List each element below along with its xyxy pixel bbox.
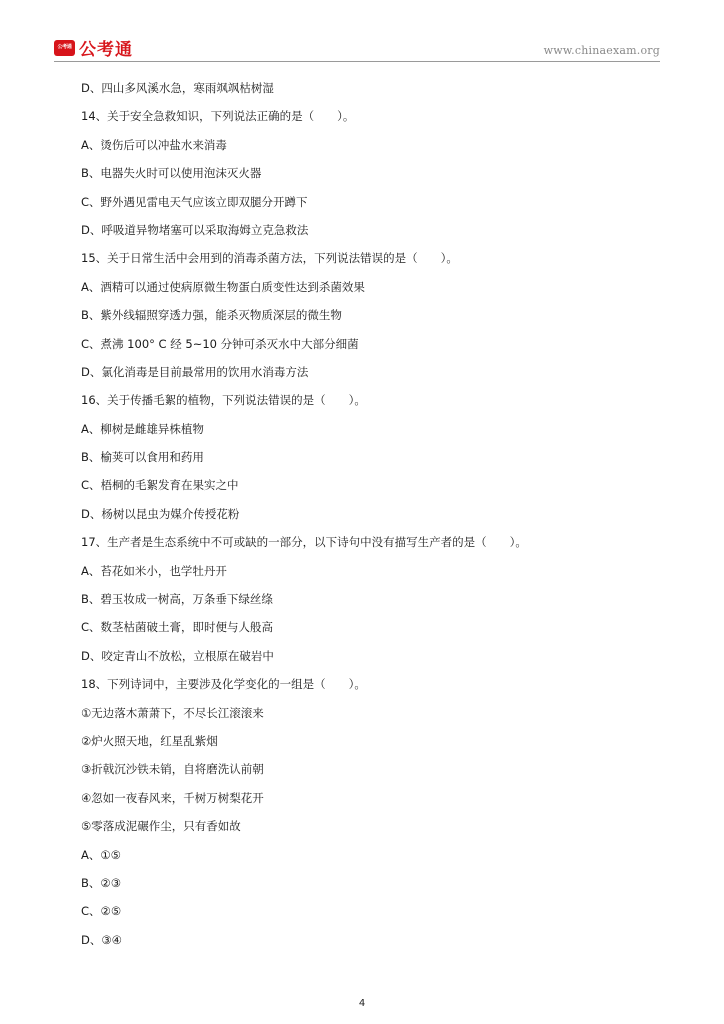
answer-option: C、②⑤	[81, 904, 122, 919]
answer-option: C、煮沸 100° C 经 5~10 分钟可杀灭水中大部分细菌	[81, 336, 359, 351]
poem-item: ③折戟沉沙铁未销，自将磨洗认前朝	[81, 762, 264, 777]
poem-item: ①无边落木萧萧下，不尽长江滚滚来	[81, 705, 264, 720]
logo-badge-icon: 公考通	[54, 40, 75, 56]
site-url: www.chinaexam.org	[543, 44, 660, 57]
answer-option: B、紫外线辐照穿透力强，能杀灭物质深层的微生物	[81, 308, 342, 323]
text-line: D、四山多风溪水急，寒雨飒飒枯树湿	[81, 81, 274, 95]
question-stem: 14、关于安全急救知识，下列说法正确的是（ ）。	[81, 109, 355, 124]
answer-option: D、杨树以昆虫为媒介传授花粉	[81, 506, 240, 521]
poem-item: ②炉火照天地，红星乱紫烟	[81, 733, 218, 748]
answer-option: A、柳树是雌雄异株植物	[81, 421, 204, 436]
answer-option: A、①⑤	[81, 847, 121, 862]
answer-option: B、榆荚可以食用和药用	[81, 450, 204, 465]
answer-option: C、数茎枯菌破土膏，即时便与人般高	[81, 620, 274, 635]
answer-option: D、咬定青山不放松，立根原在破岩中	[81, 648, 274, 663]
question-stem: 17、生产者是生态系统中不可或缺的一部分，以下诗句中没有描写生产者的是（ ）。	[81, 535, 527, 550]
logo-text: 公考通	[79, 40, 133, 60]
answer-option: A、烫伤后可以冲盐水来消毒	[81, 137, 227, 152]
answer-option: D、呼吸道异物堵塞可以采取海姆立克急救法	[81, 222, 309, 237]
answer-option: C、野外遇见雷电天气应该立即双腿分开蹲下	[81, 194, 308, 209]
answer-option: C、梧桐的毛絮发育在果实之中	[81, 478, 239, 493]
page-header	[54, 35, 660, 59]
answer-option: D、③④	[81, 932, 122, 947]
question-stem: 15、关于日常生活中会用到的消毒杀菌方法，下列说法错误的是（ ）。	[81, 251, 458, 266]
answer-option: B、碧玉妆成一树高，万条垂下绿丝绦	[81, 592, 273, 607]
poem-item: ⑤零落成泥碾作尘，只有香如故	[81, 819, 241, 834]
question-stem: 18、下列诗词中，主要涉及化学变化的一组是（ ）。	[81, 677, 366, 692]
header-divider	[54, 61, 660, 62]
answer-option: A、苔花如米小，也学牡丹开	[81, 563, 227, 578]
page-number: 4	[358, 998, 366, 1009]
answer-option: A、酒精可以通过使病原微生物蛋白质变性达到杀菌效果	[81, 279, 365, 294]
answer-option: B、②③	[81, 875, 122, 890]
poem-item: ④忽如一夜春风来，千树万树梨花开	[81, 790, 264, 805]
brand-logo	[54, 35, 133, 60]
answer-option: D、氯化消毒是目前最常用的饮用水消毒方法	[81, 364, 309, 379]
question-stem: 16、关于传播毛絮的植物，下列说法错误的是（ ）。	[81, 393, 366, 408]
answer-option: B、电器失火时可以使用泡沫灭火器	[81, 166, 262, 181]
question-list	[81, 78, 661, 958]
